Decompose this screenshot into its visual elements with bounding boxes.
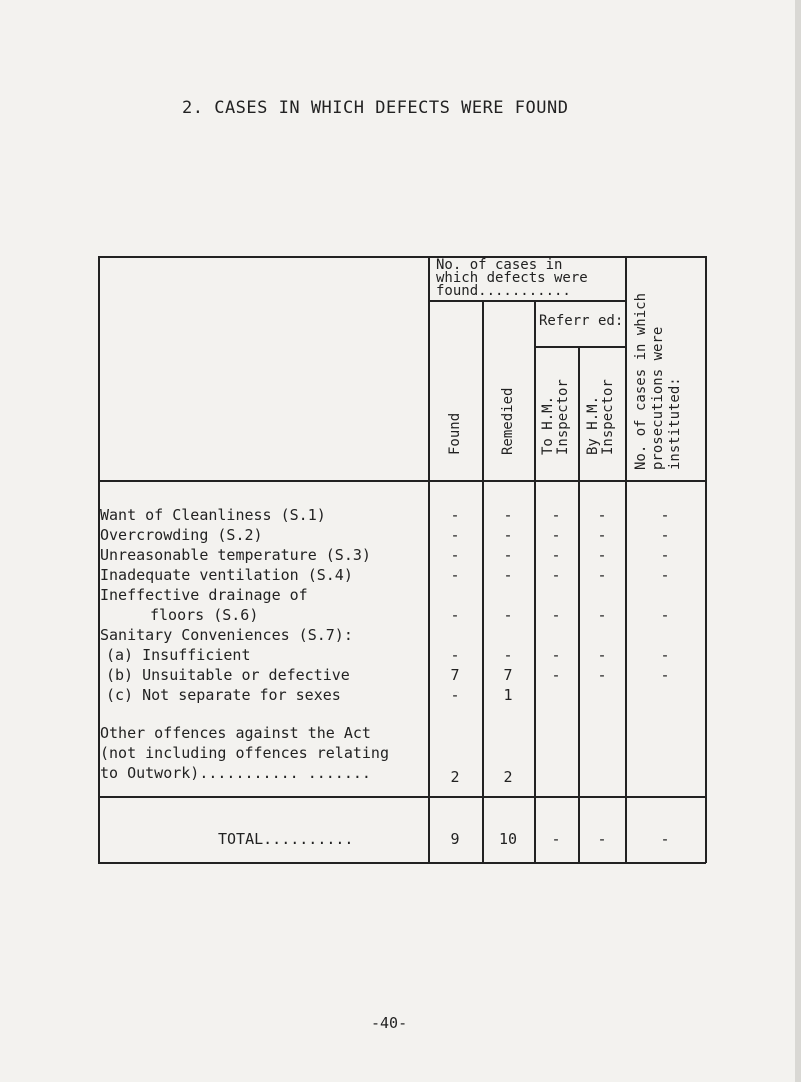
row-label: Ineffective drainage of — [100, 586, 308, 604]
cell-found: - — [450, 646, 460, 664]
cell-prosecutions: - — [660, 506, 670, 524]
cell-by-inspector: - — [597, 526, 607, 544]
cell-by-inspector: - — [597, 546, 607, 564]
cell-to-inspector: - — [551, 666, 561, 684]
table-bottom-rule — [98, 862, 706, 864]
row-label: (b) Unsuitable or defective — [106, 666, 350, 684]
cell-prosecutions: - — [660, 666, 670, 684]
prosecutions-column-rule — [625, 256, 627, 863]
by-inspector-header-line-1: By H.M. — [585, 395, 601, 455]
cell-prosecutions: - — [660, 646, 670, 664]
cell-by-inspector: - — [597, 566, 607, 584]
total-prosecutions: - — [660, 830, 670, 848]
cell-by-inspector: - — [597, 606, 607, 624]
by-inspector-header-line-2: Inspector — [600, 379, 616, 455]
remedied-column-header: Remedied — [500, 387, 516, 455]
total-by-inspector: - — [597, 830, 607, 848]
row-label: Inadequate ventilation (S.4) — [100, 566, 353, 584]
cell-remedied: - — [503, 546, 513, 564]
row-label: to Outwork)........... ....... — [100, 764, 371, 782]
scan-edge-shadow — [795, 0, 801, 1082]
row-label: Overcrowding (S.2) — [100, 526, 263, 544]
cell-prosecutions: - — [660, 526, 670, 544]
cell-found: 2 — [450, 768, 460, 786]
cell-found: - — [450, 546, 460, 564]
cell-found: 7 — [450, 666, 460, 684]
cell-remedied: - — [503, 506, 513, 524]
total-found: 9 — [450, 830, 460, 848]
cell-remedied: 7 — [503, 666, 513, 684]
total-to-inspector: - — [551, 830, 561, 848]
total-remedied: 10 — [498, 830, 518, 848]
label-column-rule — [428, 256, 430, 863]
cell-by-inspector: - — [597, 506, 607, 524]
prosecutions-header-line-2: prosecutions were — [650, 326, 666, 470]
row-label: floors (S.6) — [150, 606, 259, 624]
page-number: -40- — [371, 1014, 408, 1032]
row-label: Sanitary Conveniences (S.7): — [100, 626, 353, 644]
total-label: TOTAL.......... — [218, 830, 354, 848]
cases-found-header-line-3: found........... — [436, 283, 571, 299]
right-rule — [705, 256, 707, 863]
cell-found: - — [450, 526, 460, 544]
cell-remedied: 2 — [503, 768, 513, 786]
prosecutions-header-line-1: No. of cases in which — [633, 292, 649, 470]
cases-found-header-line-2: which defects were — [436, 270, 588, 286]
row-label: (not including offences relating — [100, 744, 389, 762]
found-column-header: Found — [447, 412, 463, 455]
row-label: (c) Not separate for sexes — [106, 686, 341, 704]
page-title: 2. CASES IN WHICH DEFECTS WERE FOUND — [182, 98, 569, 118]
total-top-rule — [98, 796, 706, 798]
cell-remedied: 1 — [503, 686, 513, 704]
header-bottom-rule — [98, 480, 706, 482]
cell-remedied: - — [503, 606, 513, 624]
referred-header: Referr ed: — [539, 313, 624, 329]
remedied-column-rule — [534, 300, 536, 863]
cell-to-inspector: - — [551, 646, 561, 664]
to-inspector-column-rule — [578, 346, 580, 863]
cell-to-inspector: - — [551, 606, 561, 624]
cell-to-inspector: - — [551, 506, 561, 524]
cell-by-inspector: - — [597, 646, 607, 664]
row-label: Other offences against the Act — [100, 724, 371, 742]
cell-prosecutions: - — [660, 606, 670, 624]
cell-found: - — [450, 606, 460, 624]
cell-remedied: - — [503, 646, 513, 664]
cell-remedied: - — [503, 526, 513, 544]
table-top-rule — [98, 256, 706, 258]
cell-found: - — [450, 506, 460, 524]
cases-found-header-line-1: No. of cases in — [436, 257, 563, 273]
row-label: Unreasonable temperature (S.3) — [100, 546, 371, 564]
cell-by-inspector: - — [597, 666, 607, 684]
row-label: Want of Cleanliness (S.1) — [100, 506, 326, 524]
cell-to-inspector: - — [551, 566, 561, 584]
to-inspector-header-line-2: Inspector — [555, 379, 571, 455]
cell-prosecutions: - — [660, 566, 670, 584]
to-inspector-header-line-1: To H.M. — [540, 395, 556, 455]
cell-found: - — [450, 566, 460, 584]
cell-remedied: - — [503, 566, 513, 584]
row-label: (a) Insufficient — [106, 646, 251, 664]
found-group-rule — [428, 300, 625, 302]
cell-to-inspector: - — [551, 526, 561, 544]
cell-prosecutions: - — [660, 546, 670, 564]
prosecutions-header-line-3: instituted: — [667, 377, 683, 470]
found-column-rule — [482, 300, 484, 863]
referred-rule — [534, 346, 625, 348]
cell-to-inspector: - — [551, 546, 561, 564]
cell-found: - — [450, 686, 460, 704]
